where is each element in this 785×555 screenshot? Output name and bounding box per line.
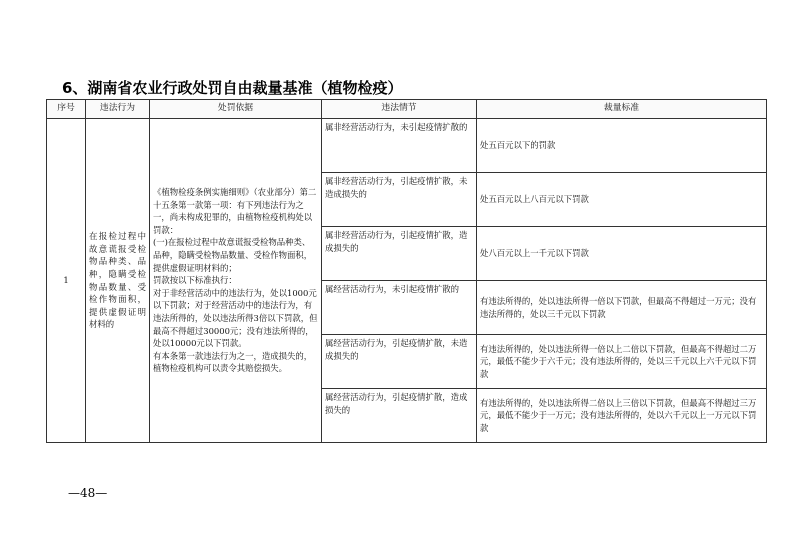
circumstance-cell: 属经营活动行为，引起疫情扩散，未造成损失的 bbox=[322, 335, 477, 389]
circumstance-cell: 属非经营活动行为，引起疫情扩散，造成损失的 bbox=[322, 227, 477, 281]
table-row bbox=[47, 119, 767, 173]
standard-cell: 处五百元以上八百元以下罚款 bbox=[477, 173, 767, 227]
header-seq: 序号 bbox=[47, 100, 86, 119]
basis-cell bbox=[150, 119, 322, 443]
basis-paragraph: 《植物检疫条例实施细则》（农业部分）第二十五条第一款第一项：有下列违法行为之一，尚未构成犯罪的，由植物检疫机构处以罚款： bbox=[153, 186, 317, 235]
violation-cell: 在报检过程中故意谎报受检物品种类、品种，隐瞒受检物品数量、受检作物面积，提供虚假证明材料的 bbox=[86, 119, 150, 443]
header-circumstance: 违法情节 bbox=[322, 100, 477, 119]
penalty-table bbox=[46, 99, 767, 443]
standard-cell: 处五百元以下的罚款 bbox=[477, 119, 767, 173]
table-header-row bbox=[47, 100, 767, 119]
standard-cell: 有违法所得的，处以违法所得一倍以上二倍以下罚款，但最高不得超过二万元，最低不能少于六千元；没有违法所得的，处以三千元以上六千元以下罚款 bbox=[477, 335, 767, 389]
circumstance-cell: 属非经营活动行为，未引起疫情扩散的 bbox=[322, 119, 477, 173]
standard-cell: 有违法所得的，处以违法所得二倍以上三倍以下罚款，但最高不得超过三万元，最低不能少于一万元；没有违法所得的，处以六千元以上一万元以下罚款 bbox=[477, 389, 767, 443]
header-standard: 裁量标准 bbox=[477, 100, 767, 119]
basis-paragraph: 对于非经营活动中的违法行为，处以1000元以下罚款；对于经营活动中的违法行为，有违法所得的，处以违法所得3倍以下罚款，但最高不得超过30000元；没有违法所得的，处以10000元以下罚款。 bbox=[153, 287, 318, 349]
standard-cell: 有违法所得的，处以违法所得一倍以下罚款，但最高不得超过一万元；没有违法所得的，处以三千元以下罚款 bbox=[477, 281, 767, 335]
standard-cell: 处八百元以上一千元以下罚款 bbox=[477, 227, 767, 281]
basis-paragraph: 罚款按以下标准执行： bbox=[153, 275, 237, 286]
basis-paragraph: (一)在报检过程中故意谎报受检物品种类、品种，隐瞒受检物品数量、受检作物面积，提供虚假证明材料的； bbox=[153, 237, 313, 273]
circumstance-cell: 属经营活动行为，未引起疫情扩散的 bbox=[322, 281, 477, 335]
header-violation: 违法行为 bbox=[86, 100, 150, 119]
page-number: —48— bbox=[68, 486, 108, 500]
circumstance-cell: 属非经营活动行为，引起疫情扩散，未造成损失的 bbox=[322, 173, 477, 227]
header-basis: 处罚依据 bbox=[150, 100, 322, 119]
page-title: 6、湖南省农业行政处罚自由裁量基准（植物检疫） bbox=[62, 79, 403, 97]
basis-paragraph: 有本条第一款违法行为之一，造成损失的，植物检疫机构可以责令其赔偿损失。 bbox=[153, 350, 313, 374]
circumstance-cell: 属经营活动行为，引起疫情扩散，造成损失的 bbox=[322, 389, 477, 443]
seq-cell: 1 bbox=[47, 119, 86, 443]
